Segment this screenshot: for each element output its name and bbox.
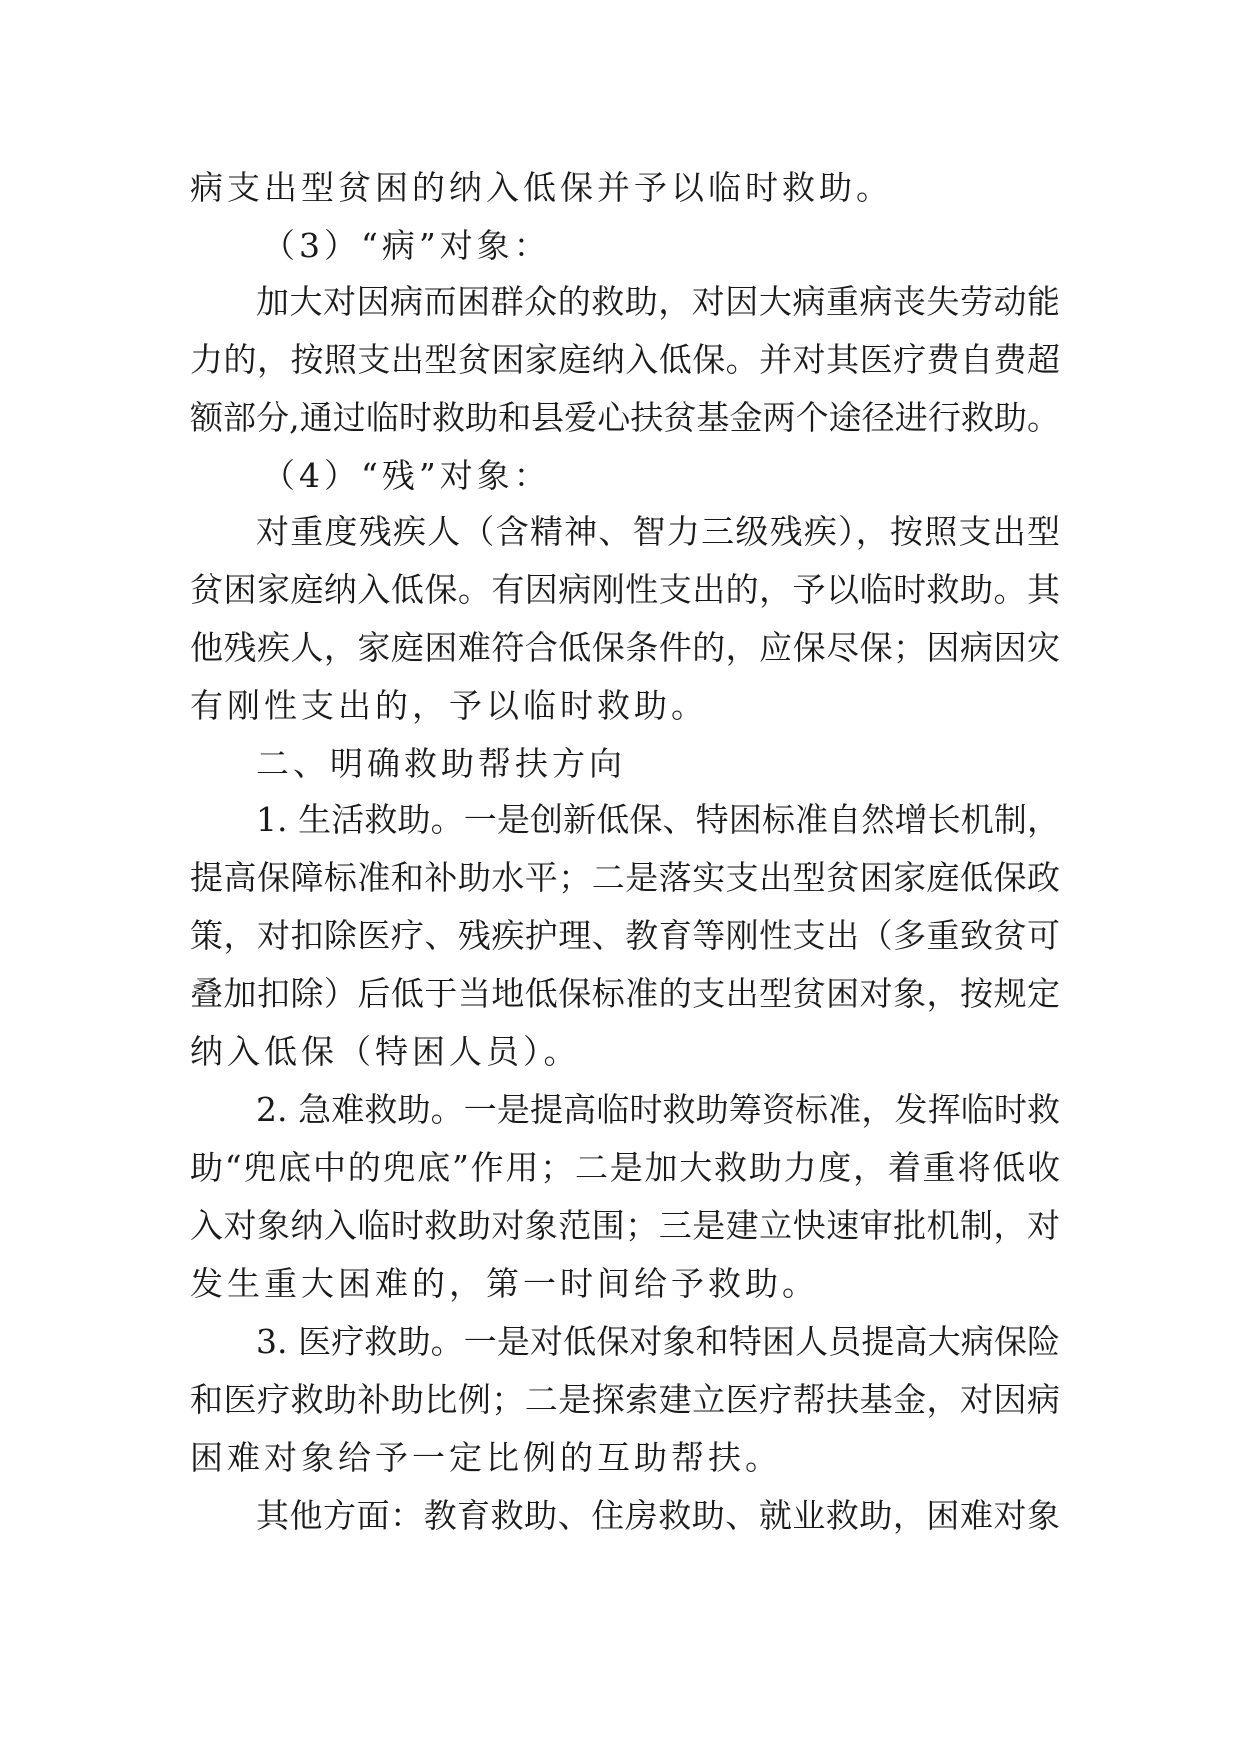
subheading-bing: （3）“病”对象： — [262, 226, 551, 265]
text-line: 困难对象给予一定比例的互助帮扶。 — [190, 1438, 782, 1477]
text-line: 1. 生活救助。一是创新低保、特困标准自然增长机制， — [256, 800, 1060, 839]
subheading-can: （4）“残”对象： — [262, 456, 551, 495]
text-line: 纳入低保（特困人员）。 — [190, 1032, 581, 1071]
text-line: 其他方面：教育救助、住房救助、就业救助，困难对象 — [256, 1496, 1060, 1535]
text-line: 策，对扣除医疗、残疾护理、教育等刚性支出（多重致贫可 — [190, 916, 1060, 955]
text-line: 加大对因病而困群众的救助，对因大病重病丧失劳动能 — [256, 282, 1060, 321]
text-line: 贫困家庭纳入低保。有因病刚性支出的，予以临时救助。其 — [190, 570, 1060, 609]
text-line: 入对象纳入临时救助对象范围；三是建立快速审批机制，对 — [190, 1206, 1060, 1245]
text-line: 他残疾人，家庭困难符合低保条件的，应保尽保；因病因灾 — [190, 628, 1060, 667]
text-line: 助“兜底中的兜底”作用；二是加大救助力度，着重将低收 — [190, 1148, 1060, 1187]
text-line: 和医疗救助补助比例；二是探索建立医疗帮扶基金，对因病 — [190, 1380, 1060, 1419]
section-heading: 二、明确救助帮扶方向 — [256, 744, 626, 783]
text-line: 提高保障标准和补助水平；二是落实支出型贫困家庭低保政 — [190, 858, 1060, 897]
text-line: 力的，按照支出型贫困家庭纳入低保。并对其医疗费自费超 — [190, 340, 1060, 379]
text-line: 病支出型贫困的纳入低保并予以临时救助。 — [190, 168, 893, 207]
text-line: 对重度残疾人（含精神、智力三级残疾），按照支出型 — [256, 512, 1060, 551]
text-line: 叠加扣除）后低于当地低保标准的支出型贫困对象，按规定 — [190, 974, 1060, 1013]
text-line: 发生重大困难的，第一时间给予救助。 — [190, 1264, 819, 1303]
text-line: 额部分,通过临时救助和县爱心扶贫基金两个途径进行救助。 — [190, 398, 1060, 437]
text-line: 有刚性支出的，予以临时救助。 — [190, 686, 708, 725]
text-line: 3. 医疗救助。一是对低保对象和特困人员提高大病保险 — [256, 1322, 1060, 1361]
text-line: 2. 急难救助。一是提高临时救助筹资标准，发挥临时救 — [256, 1090, 1060, 1129]
